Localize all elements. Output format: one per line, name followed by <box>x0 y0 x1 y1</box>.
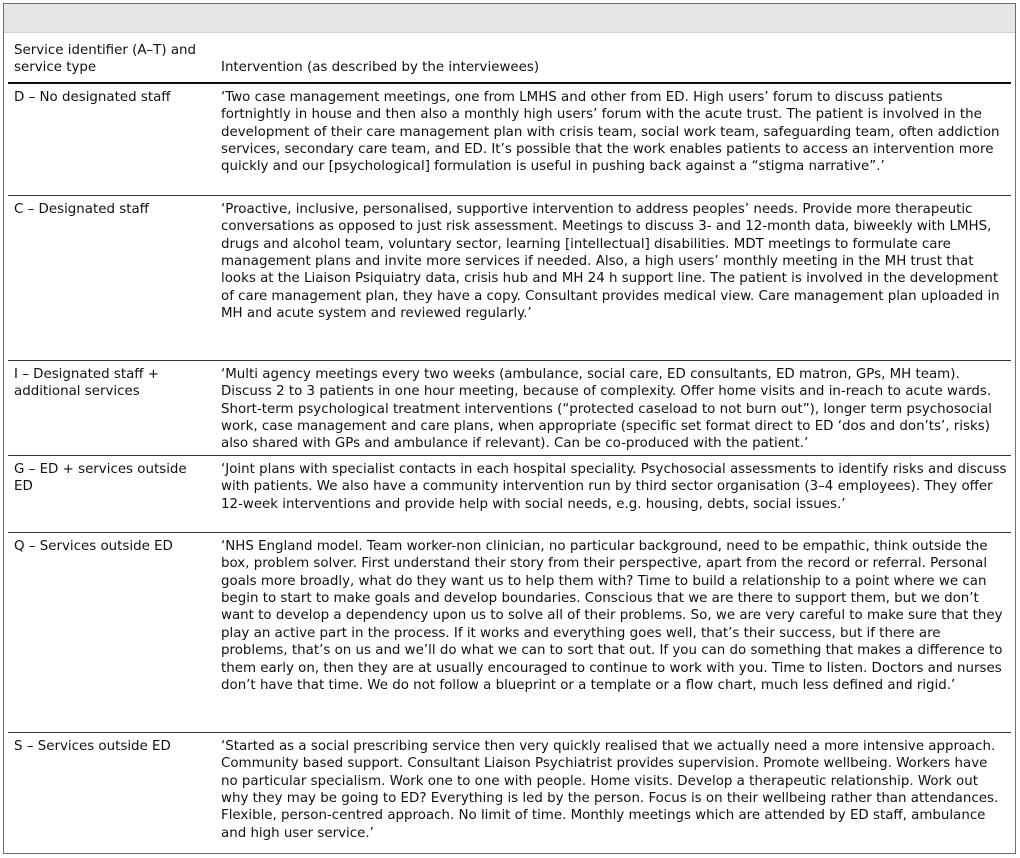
service-cell: I – Designated staff + additional services <box>8 360 213 455</box>
intervention-cell: ‘Multi agency meetings every two weeks (ambulance, social care, ED consultants, ED matron, GPs, MH team). Discuss 2 to 3 patients in one hour meeting, because of complexity. Offer home visits and in-reach to acute wards. Short-term psychological treatment interventions (“protected caseload to not burn out”), longer term psychosocial work, case management and care plans, when appropriate (specific set format direct to ED ‘dos and don’ts’, risks) also shared with GPs and ambulance if relevant). Can be co-produced with the patient.’ <box>213 360 1011 455</box>
table-row <box>8 360 1011 455</box>
table-body <box>8 83 1011 844</box>
table-row <box>8 532 1011 732</box>
table-row <box>8 83 1011 196</box>
table-row <box>8 732 1011 844</box>
header-intervention: Intervention (as described by the interviewees) <box>221 60 540 76</box>
header-service-identifier: Service identifier (A–T) and service type <box>14 43 197 76</box>
service-cell: Q – Services outside ED <box>8 532 213 732</box>
interventions-table <box>8 33 1011 844</box>
table-row <box>8 195 1011 360</box>
intervention-cell: ‘Two case management meetings, one from LMHS and other from ED. High users’ forum to discuss patients fortnightly in house and then also a monthly high users’ forum with the acute trust. The patient is involved in the development of their care management plan with crisis team, social work team, safeguarding team, often addiction services, secondary care team, and ED. It’s possible that the work enables patients to access an intervention more quickly and our [psychological] formulation is useful in pushing back against a “stigma narrative”.’ <box>213 83 1011 196</box>
intervention-cell: ‘Joint plans with specialist contacts in each hospital speciality. Psychosocial assessments to identify risks and discuss with patients. We also have a community intervention run by third sector organisation (3–4 employees). They offer 12-week interventions and provide help with social needs, e.g. housing, debts, social issues.’ <box>213 455 1011 532</box>
table-title-bar <box>4 4 1015 33</box>
header-row <box>8 33 1011 83</box>
table-row <box>8 455 1011 532</box>
service-cell: D – No designated staff <box>8 83 213 196</box>
service-cell: S – Services outside ED <box>14 738 171 754</box>
intervention-cell: ‘Proactive, inclusive, personalised, supportive intervention to address peoples’ needs. Provide more therapeutic conversations as opposed to just risk assessment. Meetings to discuss 3- and 12-month data, biweekly with LMHS, drugs and alcohol team, voluntary sector, learning [intellectual] disabilities. MDT meetings to formulate care management plans and invite more services if needed. Also, a high users’ monthly meeting in the MH trust that looks at the Liaison Psiquiatry data, crisis hub and MH 24 h support line. The patient is involved in the development of care management plan, they have a copy. Consultant provides medical view. Care management plan uploaded in MH and acute system and reviewed regularly.’ <box>213 195 1011 360</box>
table-frame <box>3 3 1016 854</box>
service-cell: C – Designated staff <box>8 195 213 360</box>
intervention-cell: ‘Started as a social prescribing service then very quickly realised that we actually need a more intensive approach. Community based support. Consultant Liaison Psychiatrist provides supervision. Promote wellbeing. Workers have no particular specialism. Work one to one with people. Home visits. Develop a therapeutic relationship. Work out why they may be going to ED? Everything is led by the person. Focus is on their wellbeing rather than attendances. Flexible, person-centred approach. No limit of time. Monthly meetings which are attended by ED staff, ambulance and high user service.’ <box>221 738 999 841</box>
table-header <box>8 33 1011 83</box>
intervention-cell: ‘NHS England model. Team worker-non clinician, no particular background, need to be empathic, think outside the box, problem solver. First understand their story from their perspective, apart from the record or referral. Personal goals more broadly, what do they want us to help them with? Time to build a relationship to a point where we can begin to start to make goals and develop boundaries. Conscious that we are there to support them, but we don’t want to develop a dependency upon us to solve all of their problems. So, we are very careful to make sure that they play an active part in the process. If it works and everything goes well, that’s their success, but if there are problems, that’s on us and we’ll do what we can to sort that out. If you can do something that makes a difference to them early on, then they are at usually encouraged to continue to work with you. Time to listen. Doctors and nurses don’t have that time. We do not follow a blueprint or a template or a flow chart, much less defined and rigid.’ <box>213 532 1011 732</box>
service-cell: G – ED + services outside ED <box>8 455 213 532</box>
